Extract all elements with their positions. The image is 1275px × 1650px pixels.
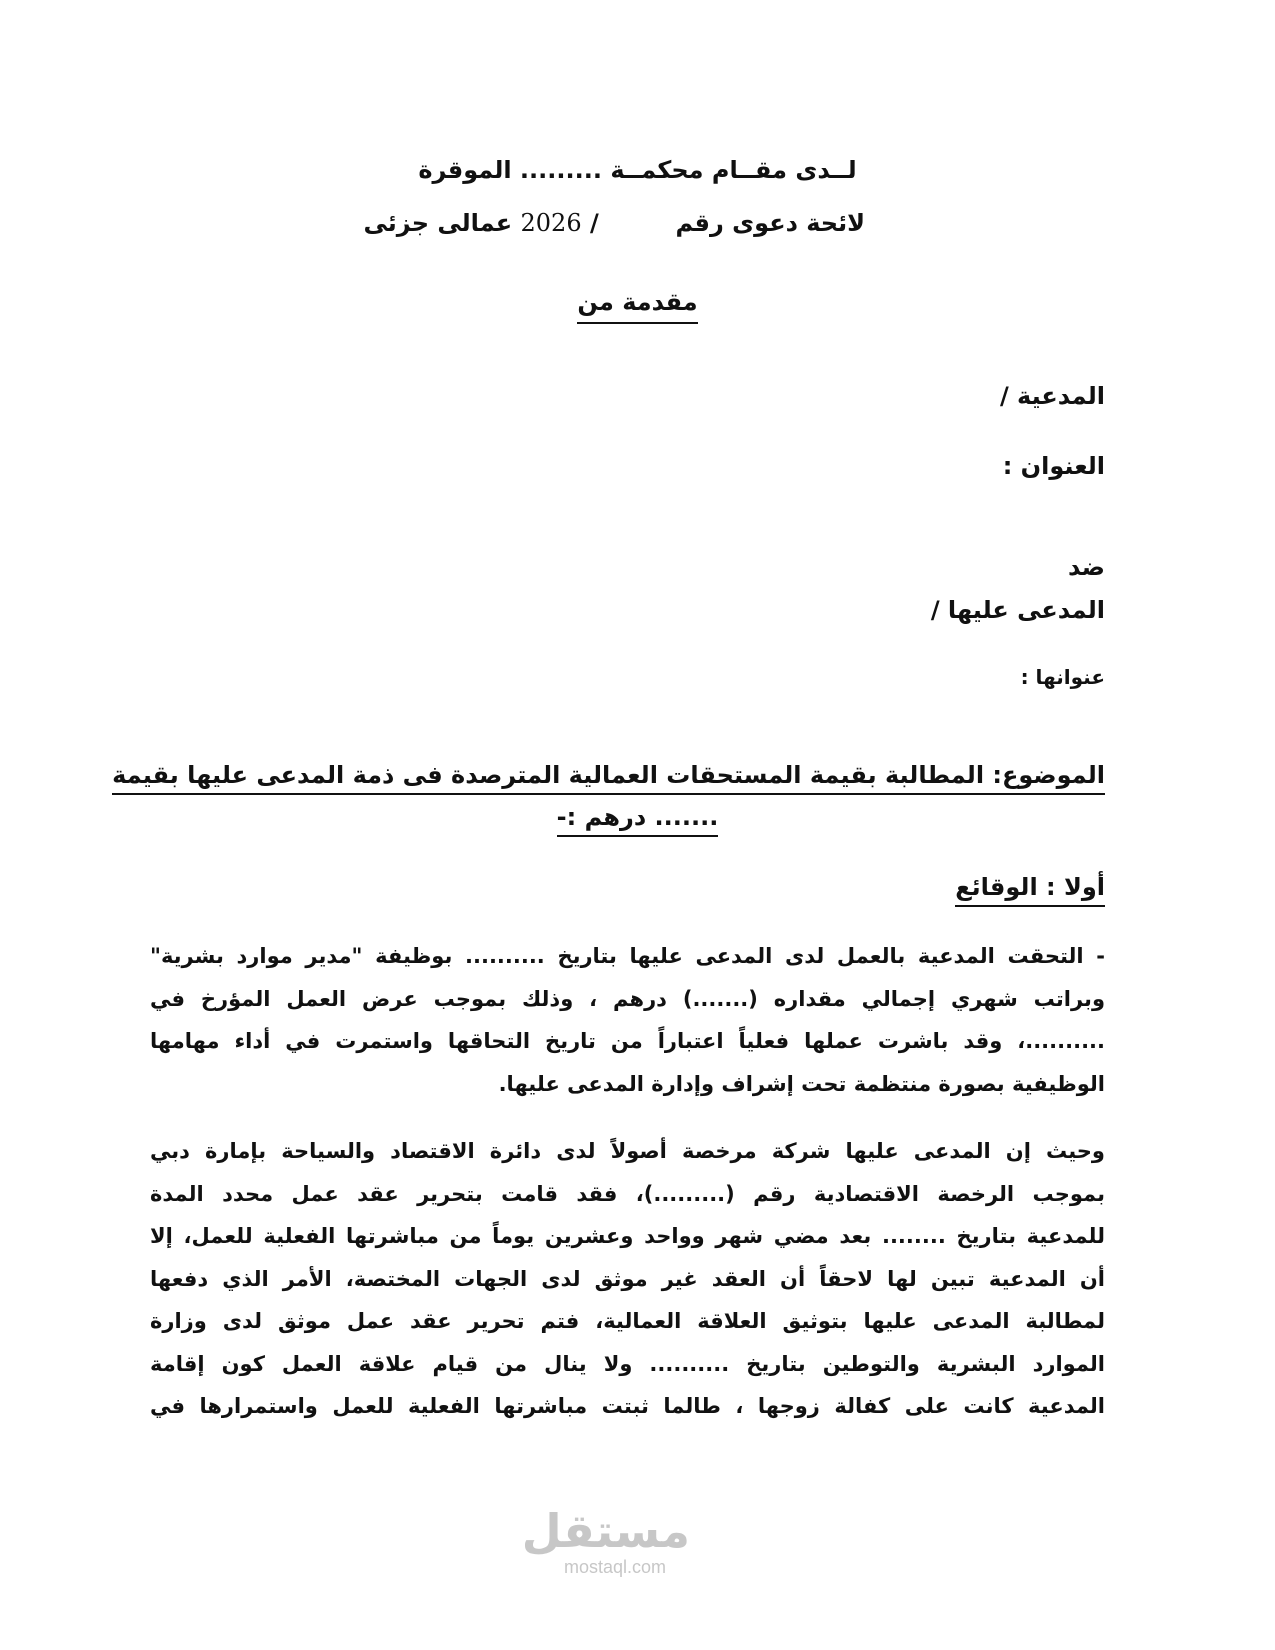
paragraph-line: ..........، وقد باشرت عملها فعلياً اعتباراً من تاريخ التحاقها واستمرت في أداء مهامها bbox=[150, 1029, 1105, 1053]
paragraph-line: الوظيفية بصورة منتظمة تحت إشراف وإدارة المدعى عليها. bbox=[498, 1071, 1105, 1096]
defendant-address-label: عنوانها : bbox=[1020, 665, 1105, 689]
claim-type: عمالى جزئى bbox=[363, 209, 513, 237]
subject-line-1 bbox=[112, 761, 1105, 789]
paragraph-line: للمدعية بتاريخ ........ بعد مضي شهر وواحد وعشرين يوماً من مباشرتها الفعلية للعمل، إلا bbox=[150, 1224, 1105, 1248]
paragraph-line: المدعية كانت على كفالة زوجها ، طالما ثبتت مباشرتها الفعلية للعمل واستمرارها في bbox=[150, 1394, 1105, 1418]
defendant-label: المدعى عليها / bbox=[930, 596, 1105, 624]
presented-by-heading bbox=[0, 288, 1275, 316]
subject-text-2: ....... درهم :- bbox=[557, 803, 719, 837]
facts-heading bbox=[955, 873, 1105, 901]
claim-separator: / bbox=[589, 209, 599, 237]
mostaql-logo-icon: مستقل bbox=[521, 1504, 690, 1558]
court-heading: لــدى مقــام محكمــة ......... الموقرة bbox=[418, 156, 857, 184]
subject-text-1: الموضوع: المطالبة بقيمة المستحقات العمالية المترصدة فى ذمة المدعى عليها بقيمة bbox=[112, 761, 1105, 795]
paragraph-line: أن المدعية تبين لها لاحقاً أن العقد غير موثق لدى الجهات المختصة، الأمر الذي دفعها bbox=[150, 1266, 1105, 1291]
claim-prefix: لائحة دعوى رقم bbox=[675, 209, 865, 237]
paragraph-line: وبراتب شهري إجمالي مقداره (.......) درهم ، وذلك بموجب عرض العمل المؤرخ في bbox=[150, 986, 1105, 1011]
mostaql-watermark bbox=[521, 1504, 690, 1577]
versus-label: ضد bbox=[1067, 553, 1105, 581]
claim-year: 2026 bbox=[520, 209, 582, 237]
paragraph-line: بموجب الرخصة الاقتصادية رقم (.........)، فقد قامت بتحرير عقد عمل محدد المدة bbox=[150, 1181, 1105, 1206]
plaintiff-address-label: العنوان : bbox=[1002, 452, 1105, 480]
paragraph-line: - التحقت المدعية بالعمل لدى المدعى عليها بتاريخ .......... بوظيفة "مدير موارد بشرية" bbox=[150, 944, 1105, 968]
paragraph-line: لمطالبة المدعى عليها بتوثيق العلاقة العمالية، فتم تحرير عقد عمل موثق لدى وزارة bbox=[150, 1309, 1105, 1333]
facts-paragraph-2 bbox=[150, 1130, 1105, 1428]
plaintiff-label: المدعية / bbox=[999, 382, 1105, 410]
subject-line-2 bbox=[0, 803, 1275, 831]
facts-paragraph-1 bbox=[150, 935, 1105, 1105]
paragraph-line: الموارد البشرية والتوطين بتاريخ .......... ولا ينال من قيام علاقة العمل كون إقامة bbox=[150, 1351, 1105, 1376]
claim-number-line bbox=[363, 209, 865, 237]
presented-by-text: مقدمة من bbox=[577, 288, 697, 324]
facts-heading-text: أولا : الوقائع bbox=[955, 873, 1105, 907]
paragraph-line: وحيث إن المدعى عليها شركة مرخصة أصولاً لدى دائرة الاقتصاد والسياحة بإمارة دبي bbox=[150, 1139, 1105, 1163]
watermark-url: mostaql.com bbox=[563, 1557, 667, 1577]
